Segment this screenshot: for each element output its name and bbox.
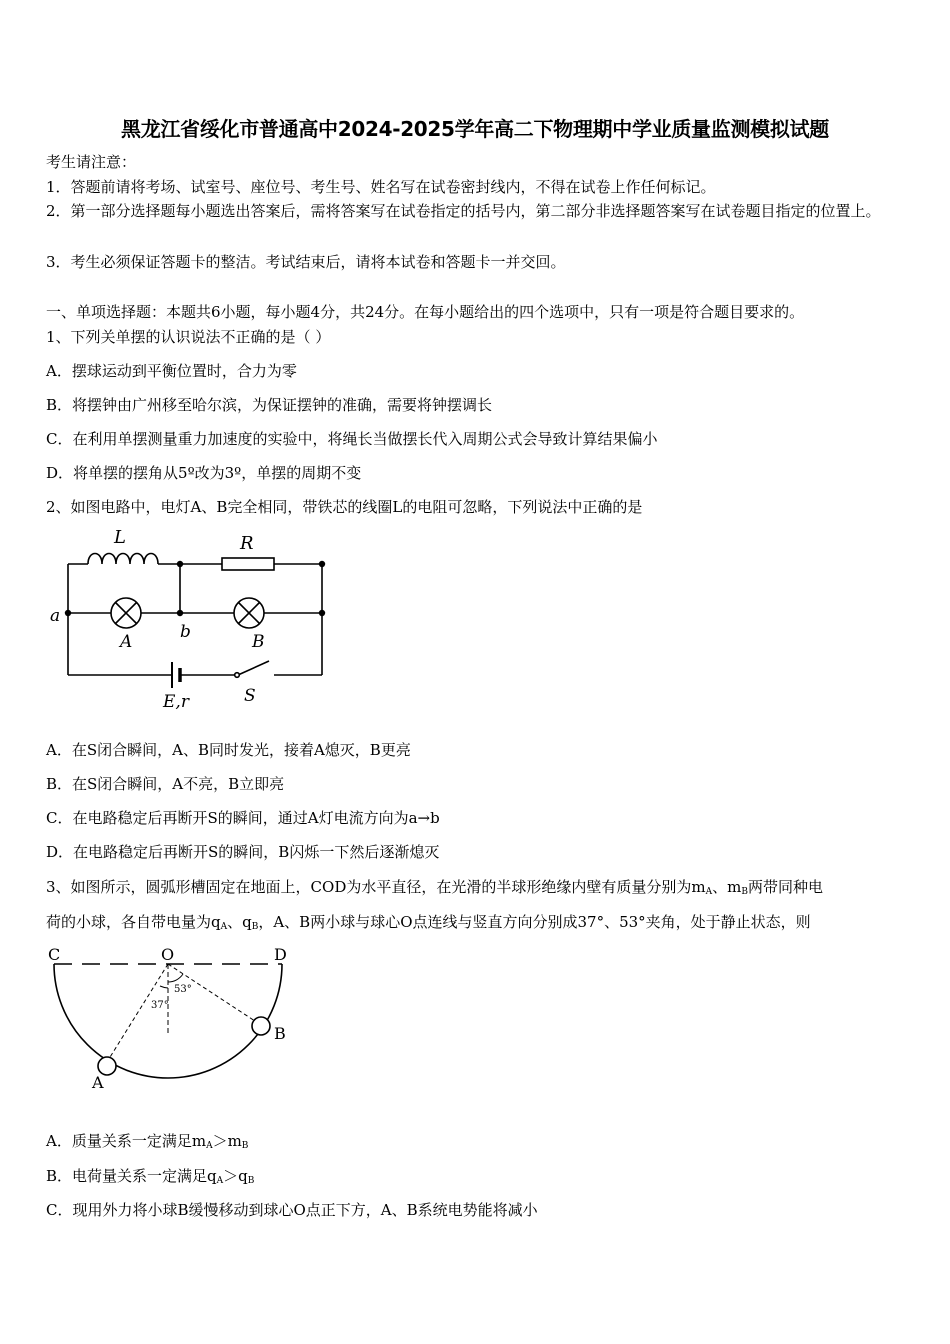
q2-option-c: C．在电路稳定后再断开S的瞬间，通过A灯电流方向为a→b [46,809,440,827]
point-o-label: O [161,945,175,964]
inductor-label: L [114,527,126,548]
angle-53-label: 53° [174,984,192,995]
q1-option-d: D．将单摆的摆角从5º改为3º，单摆的周期不变 [46,464,362,482]
q3-stem-line1: 3、如图所示，圆弧形槽固定在地面上，COD为水平直径，在光滑的半球形绝缘内壁有质量分别为$m_A$、$m_B$两带同种电 [46,878,823,897]
node-b-label: b [180,622,191,642]
lamp-b-label: B [252,632,265,652]
node-a-label: a [50,606,61,626]
ball-b-label: B [274,1024,286,1043]
q1-option-b: B．将摆钟由广州移至哈尔滨，为保证摆钟的准确，需要将钟摆调长 [46,396,493,414]
q1-stem: 1、下列关单摆的认识说法不正确的是（ ） [46,328,331,346]
section-heading: 一、单项选择题：本题共6小题，每小题4分，共24分。在每小题给出的四个选项中，只有一项是符合题目要求的。 [46,303,805,321]
q2-stem: 2、如图电路中，电灯A、B完全相同，带铁芯的线圈L的电阻可忽略，下列说法中正确的是 [46,498,643,516]
battery-label: E,r [163,692,189,712]
notice-item-1: 1．答题前请将考场、试室号、座位号、考生号、姓名写在试卷密封线内，不得在试卷上作任何标记。 [46,178,716,196]
notice-item-3: 3．考生必须保证答题卡的整洁。考试结束后，请将本试卷和答题卡一并交回。 [46,253,566,271]
point-c-label: C [48,945,61,964]
notice-item-2: 2．第一部分选择题每小题选出答案后，需将答案写在试卷指定的括号内，第二部分非选择题答案写在试卷题目指定的位置上。 [46,202,881,220]
q1-option-c: C．在利用单摆测量重力加速度的实验中，将绳长当做摆长代入周期公式会导致计算结果偏小 [46,430,658,448]
q2-option-a: A．在S闭合瞬间，A、B同时发光，接着A熄灭，B更亮 [46,741,411,759]
ball-a-label: A [92,1073,104,1092]
q3-option-c: C．现用外力将小球B缓慢移动到球心O点正下方，A、B系统电势能将减小 [46,1201,538,1219]
switch-label: S [244,686,256,706]
q3-option-b: B．电荷量关系一定满足$q_A>q_B$ [46,1167,255,1186]
angle-37-label: 37° [151,1000,169,1011]
circuit-diagram [46,525,346,720]
page-title: 黑龙江省绥化市普通高中2024-2025学年高二下物理期中学业质量监测模拟试题 [121,117,829,141]
notice-heading: 考生请注意： [46,153,137,171]
point-d-label: D [274,945,287,964]
q2-option-b: B．在S闭合瞬间，A不亮，B立即亮 [46,775,285,793]
hemisphere-diagram [40,940,300,1100]
q3-stem-line2: 荷的小球，各自带电量为$q_A$、$q_B$，A、B两小球与球心O点连线与竖直方向分别成37°、53°夹角，处于静止状态，则 [46,913,811,932]
q3-option-a: A．质量关系一定满足$m_A>m_B$ [46,1132,249,1151]
q2-option-d: D．在电路稳定后再断开S的瞬间，B闪烁一下然后逐渐熄灭 [46,843,440,861]
lamp-a-label: A [120,632,133,652]
q1-option-a: A．摆球运动到平衡位置时，合力为零 [46,362,297,380]
resistor-label: R [240,533,254,554]
